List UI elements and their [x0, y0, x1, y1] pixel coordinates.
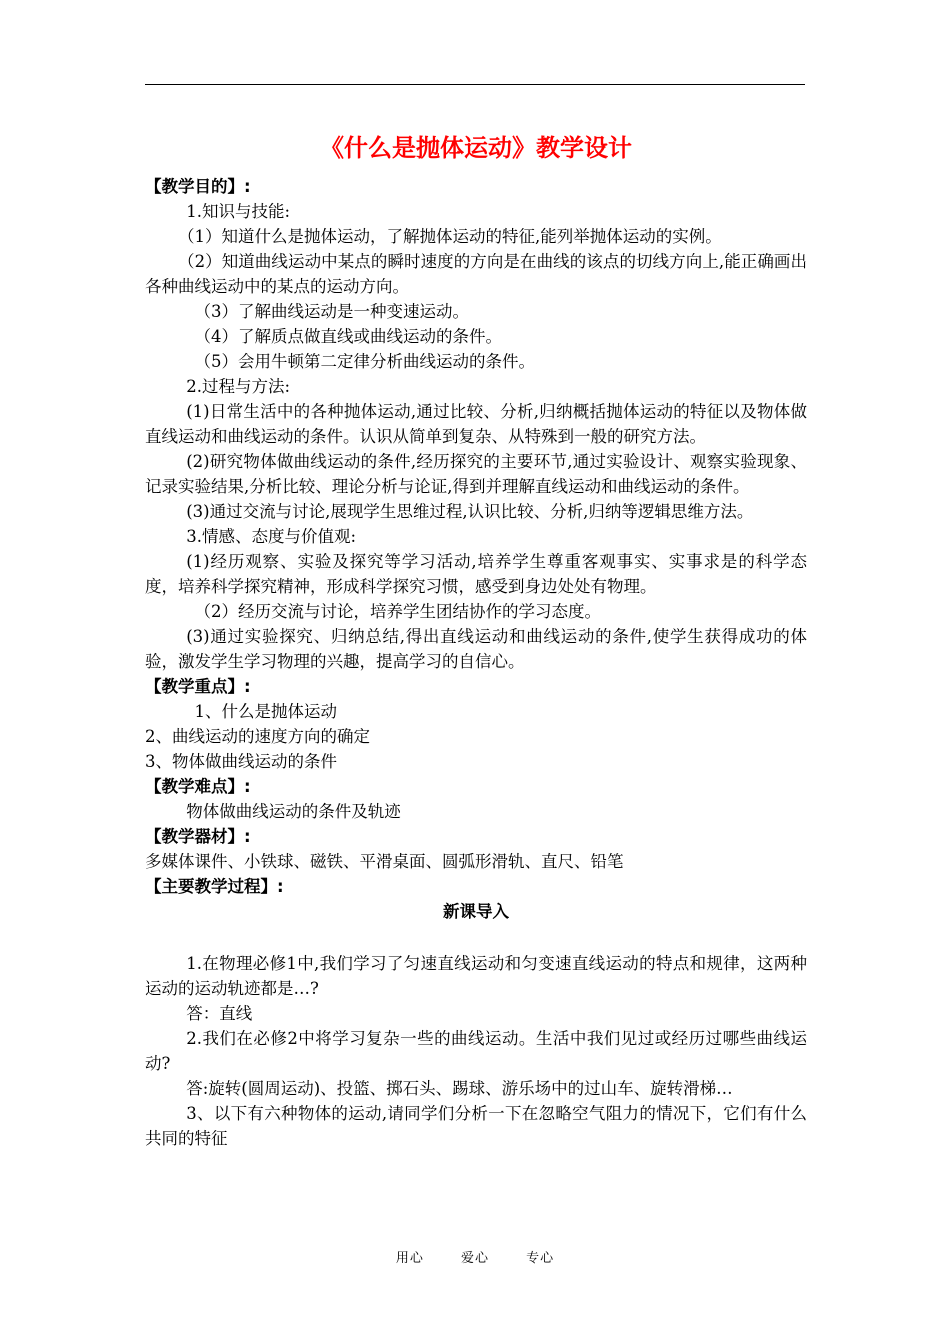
objective-emotion-3: (3)通过实验探究、归纳总结,得出直线运动和曲线运动的条件,使学生获得成功的体验，激发学生学习物理的兴趣，提高学习的自信心。 — [145, 627, 807, 671]
section-difficulty: 【教学难点】: — [145, 777, 251, 796]
key-point-1: 1、什么是抛体运动 — [194, 702, 337, 721]
process-question-2: 2.我们在必修2中将学习复杂一些的曲线运动。生活中我们见过或经历过哪些曲线运动? — [145, 1029, 807, 1073]
section-process: 【主要教学过程】: — [145, 877, 284, 896]
section-equipment: 【教学器材】: — [145, 827, 251, 846]
process-question-1: 1.在物理必修1中,我们学习了匀速直线运动和匀变速直线运动的特点和规律，这两种运动的运动轨迹都是…? — [145, 954, 807, 998]
objective-emotion-2: （2）经历交流与讨论，培养学生团结协作的学习态度。 — [194, 602, 601, 621]
footer-text-2: 爱心 — [460, 1251, 489, 1266]
objective-process-3: (3)通过交流与讨论,展现学生思维过程,认识比较、分析,归纳等逻辑思维方法。 — [186, 502, 754, 521]
objective-process-heading: 2.过程与方法: — [186, 377, 291, 396]
process-question-3: 3、以下有六种物体的运动,请同学们分析一下在忽略空气阻力的情况下，它们有什么共同的特征 — [145, 1104, 807, 1148]
process-subheading: 新课导入 — [443, 902, 509, 921]
objective-knowledge-5: （5）会用牛顿第二定律分析曲线运动的条件。 — [194, 352, 535, 371]
objective-emotion-1: (1)经历观察、实验及探究等学习活动,培养学生尊重客观事实、实事求是的科学态度，培养科学探究精神，形成科学探究习惯，感受到身边处处有物理。 — [145, 552, 807, 596]
document-title: 《什么是抛体运动》教学设计 — [320, 134, 632, 162]
objective-process-1: (1)日常生活中的各种抛体运动,通过比较、分析,归纳概括抛体运动的特征以及物体做直线运动和曲线运动的条件。认识从简单到复杂、从特殊到一般的研究方法。 — [145, 402, 807, 446]
section-objectives: 【教学目的】: — [145, 177, 251, 196]
process-answer-1: 答：直线 — [186, 1004, 253, 1023]
objective-process-2: (2)研究物体做曲线运动的条件,经历探究的主要环节,通过实验设计、观察实验现象、记录实验结果,分析比较、理论分析与论证,得到并理解直线运动和曲线运动的条件。 — [145, 452, 807, 496]
difficulty-1: 物体做曲线运动的条件及轨迹 — [186, 802, 401, 821]
objective-emotion-heading: 3.情感、态度与价值观: — [186, 527, 357, 546]
page-footer — [0, 1247, 950, 1266]
header-rule — [145, 84, 805, 85]
section-key-points: 【教学重点】: — [145, 677, 251, 696]
process-answer-2: 答:旋转(圆周运动)、投篮、掷石头、踢球、游乐场中的过山车、旋转滑梯… — [186, 1079, 733, 1098]
footer-text-1: 用心 — [395, 1251, 424, 1266]
document-body — [145, 128, 807, 1151]
key-point-3: 3、物体做曲线运动的条件 — [145, 752, 337, 771]
objective-knowledge-2: （2）知道曲线运动中某点的瞬时速度的方向是在曲线的该点的切线方向上,能正确画出各种曲线运动中的某点的运动方向。 — [145, 252, 807, 296]
objective-knowledge-1: （1）知道什么是抛体运动，了解抛体运动的特征,能列举抛体运动的实例。 — [178, 227, 722, 246]
key-point-2: 2、曲线运动的速度方向的确定 — [145, 727, 370, 746]
objective-knowledge-3: （3）了解曲线运动是一种变速运动。 — [194, 302, 469, 321]
objective-knowledge-heading: 1.知识与技能: — [186, 202, 291, 221]
equipment-list: 多媒体课件、小铁球、磁铁、平滑桌面、圆弧形滑轨、直尺、铅笔 — [145, 852, 624, 871]
objective-knowledge-4: （4）了解质点做直线或曲线运动的条件。 — [194, 327, 502, 346]
footer-text-3: 专心 — [526, 1251, 555, 1266]
